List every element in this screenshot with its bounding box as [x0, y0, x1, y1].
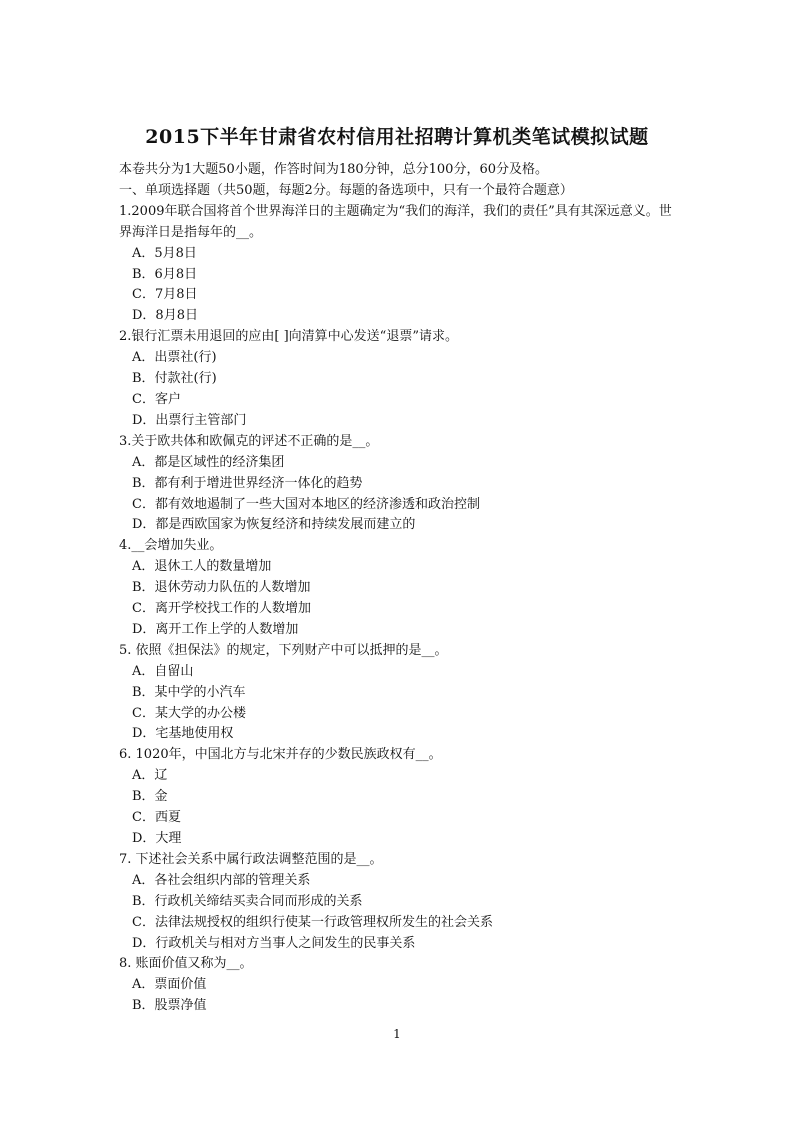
question-3 [119, 432, 679, 537]
option-b: B．金 [132, 789, 168, 805]
option-a: A．出票社(行) [132, 350, 217, 366]
option-b: B．6月8日 [132, 266, 198, 282]
option-a: A．辽 [132, 768, 168, 784]
question-text: 4.__会增加失业。 [119, 538, 223, 554]
question-text: 1.2009年联合国将首个世界海洋日的主题确定为“我们的海洋，我们的责任”具有其深远意义。世界海洋日是指每年的__。 [119, 203, 672, 240]
option-b: B．退休劳动力队伍的人数增加 [132, 580, 311, 596]
option-c: C．离开学校找工作的人数增加 [132, 601, 311, 617]
question-text: 3.关于欧共体和欧佩克的评述不正确的是__。 [119, 433, 379, 449]
option-b: B．某中学的小汽车 [132, 684, 246, 700]
option-b: B．行政机关缔结买卖合同而形成的关系 [132, 893, 363, 909]
question-text: 6. 1020年，中国北方与北宋并存的少数民族政权有__。 [119, 747, 442, 763]
option-c: C．客户 [132, 391, 181, 407]
option-a: A．退休工人的数量增加 [132, 559, 272, 575]
option-d: D．都是西欧国家为恢复经济和持续发展而建立的 [132, 517, 416, 533]
question-6 [119, 745, 679, 850]
question-1 [119, 202, 679, 327]
question-4 [119, 536, 679, 641]
option-d: D．行政机关与相对方当事人之间发生的民事关系 [132, 935, 416, 951]
option-c: C．都有效地遏制了一些大国对本地区的经济渗透和政治控制 [132, 496, 480, 512]
option-d: D．宅基地使用权 [132, 726, 234, 742]
question-5 [119, 641, 679, 746]
option-a: A．都是区域性的经济集团 [132, 454, 285, 470]
option-d: D．离开工作上学的人数增加 [132, 621, 299, 637]
section-heading: 一、单项选择题（共50题，每题2分。每题的备选项中，只有一个最符合题意） [119, 182, 573, 198]
option-b: B．股票净值 [132, 998, 207, 1014]
option-d: D．8月8日 [132, 308, 198, 324]
option-c: C．7月8日 [132, 287, 198, 303]
document-title: 2015下半年甘肃省农村信用社招聘计算机类笔试模拟试题 [145, 126, 649, 148]
option-d: D．出票行主管部门 [132, 412, 247, 428]
page-number: 1 [393, 1027, 401, 1041]
option-a: A．5月8日 [132, 245, 197, 261]
question-text: 7. 下述社会关系中属行政法调整范围的是__。 [119, 851, 383, 867]
question-text: 2.银行汇票未用退回的应由[ ]向清算中心发送“退票”请求。 [119, 329, 458, 345]
option-b: B．付款社(行) [132, 371, 217, 387]
option-d: D．大理 [132, 831, 182, 846]
option-a: A．自留山 [132, 663, 194, 679]
question-text: 8. 账面价值又称为__。 [119, 956, 253, 972]
option-a: A．各社会组织内部的管理关系 [132, 872, 311, 888]
option-c: C．西夏 [132, 810, 181, 826]
intro-text: 本卷共分为1大题50小题，作答时间为180分钟，总分100分，60分及格。 [119, 162, 548, 177]
option-c: C．某大学的办公楼 [132, 705, 246, 721]
document-body [119, 160, 679, 1017]
option-a: A．票面价值 [132, 977, 207, 993]
question-7 [119, 850, 679, 955]
question-2 [119, 327, 679, 432]
question-8 [119, 954, 679, 1017]
option-c: C．法律法规授权的组织行使某一行政管理权所发生的社会关系 [132, 914, 493, 930]
question-text: 5. 依照《担保法》的规定，下列财产中可以抵押的是__。 [119, 642, 448, 658]
option-b: B．都有利于增进世界经济一体化的趋势 [132, 475, 363, 491]
